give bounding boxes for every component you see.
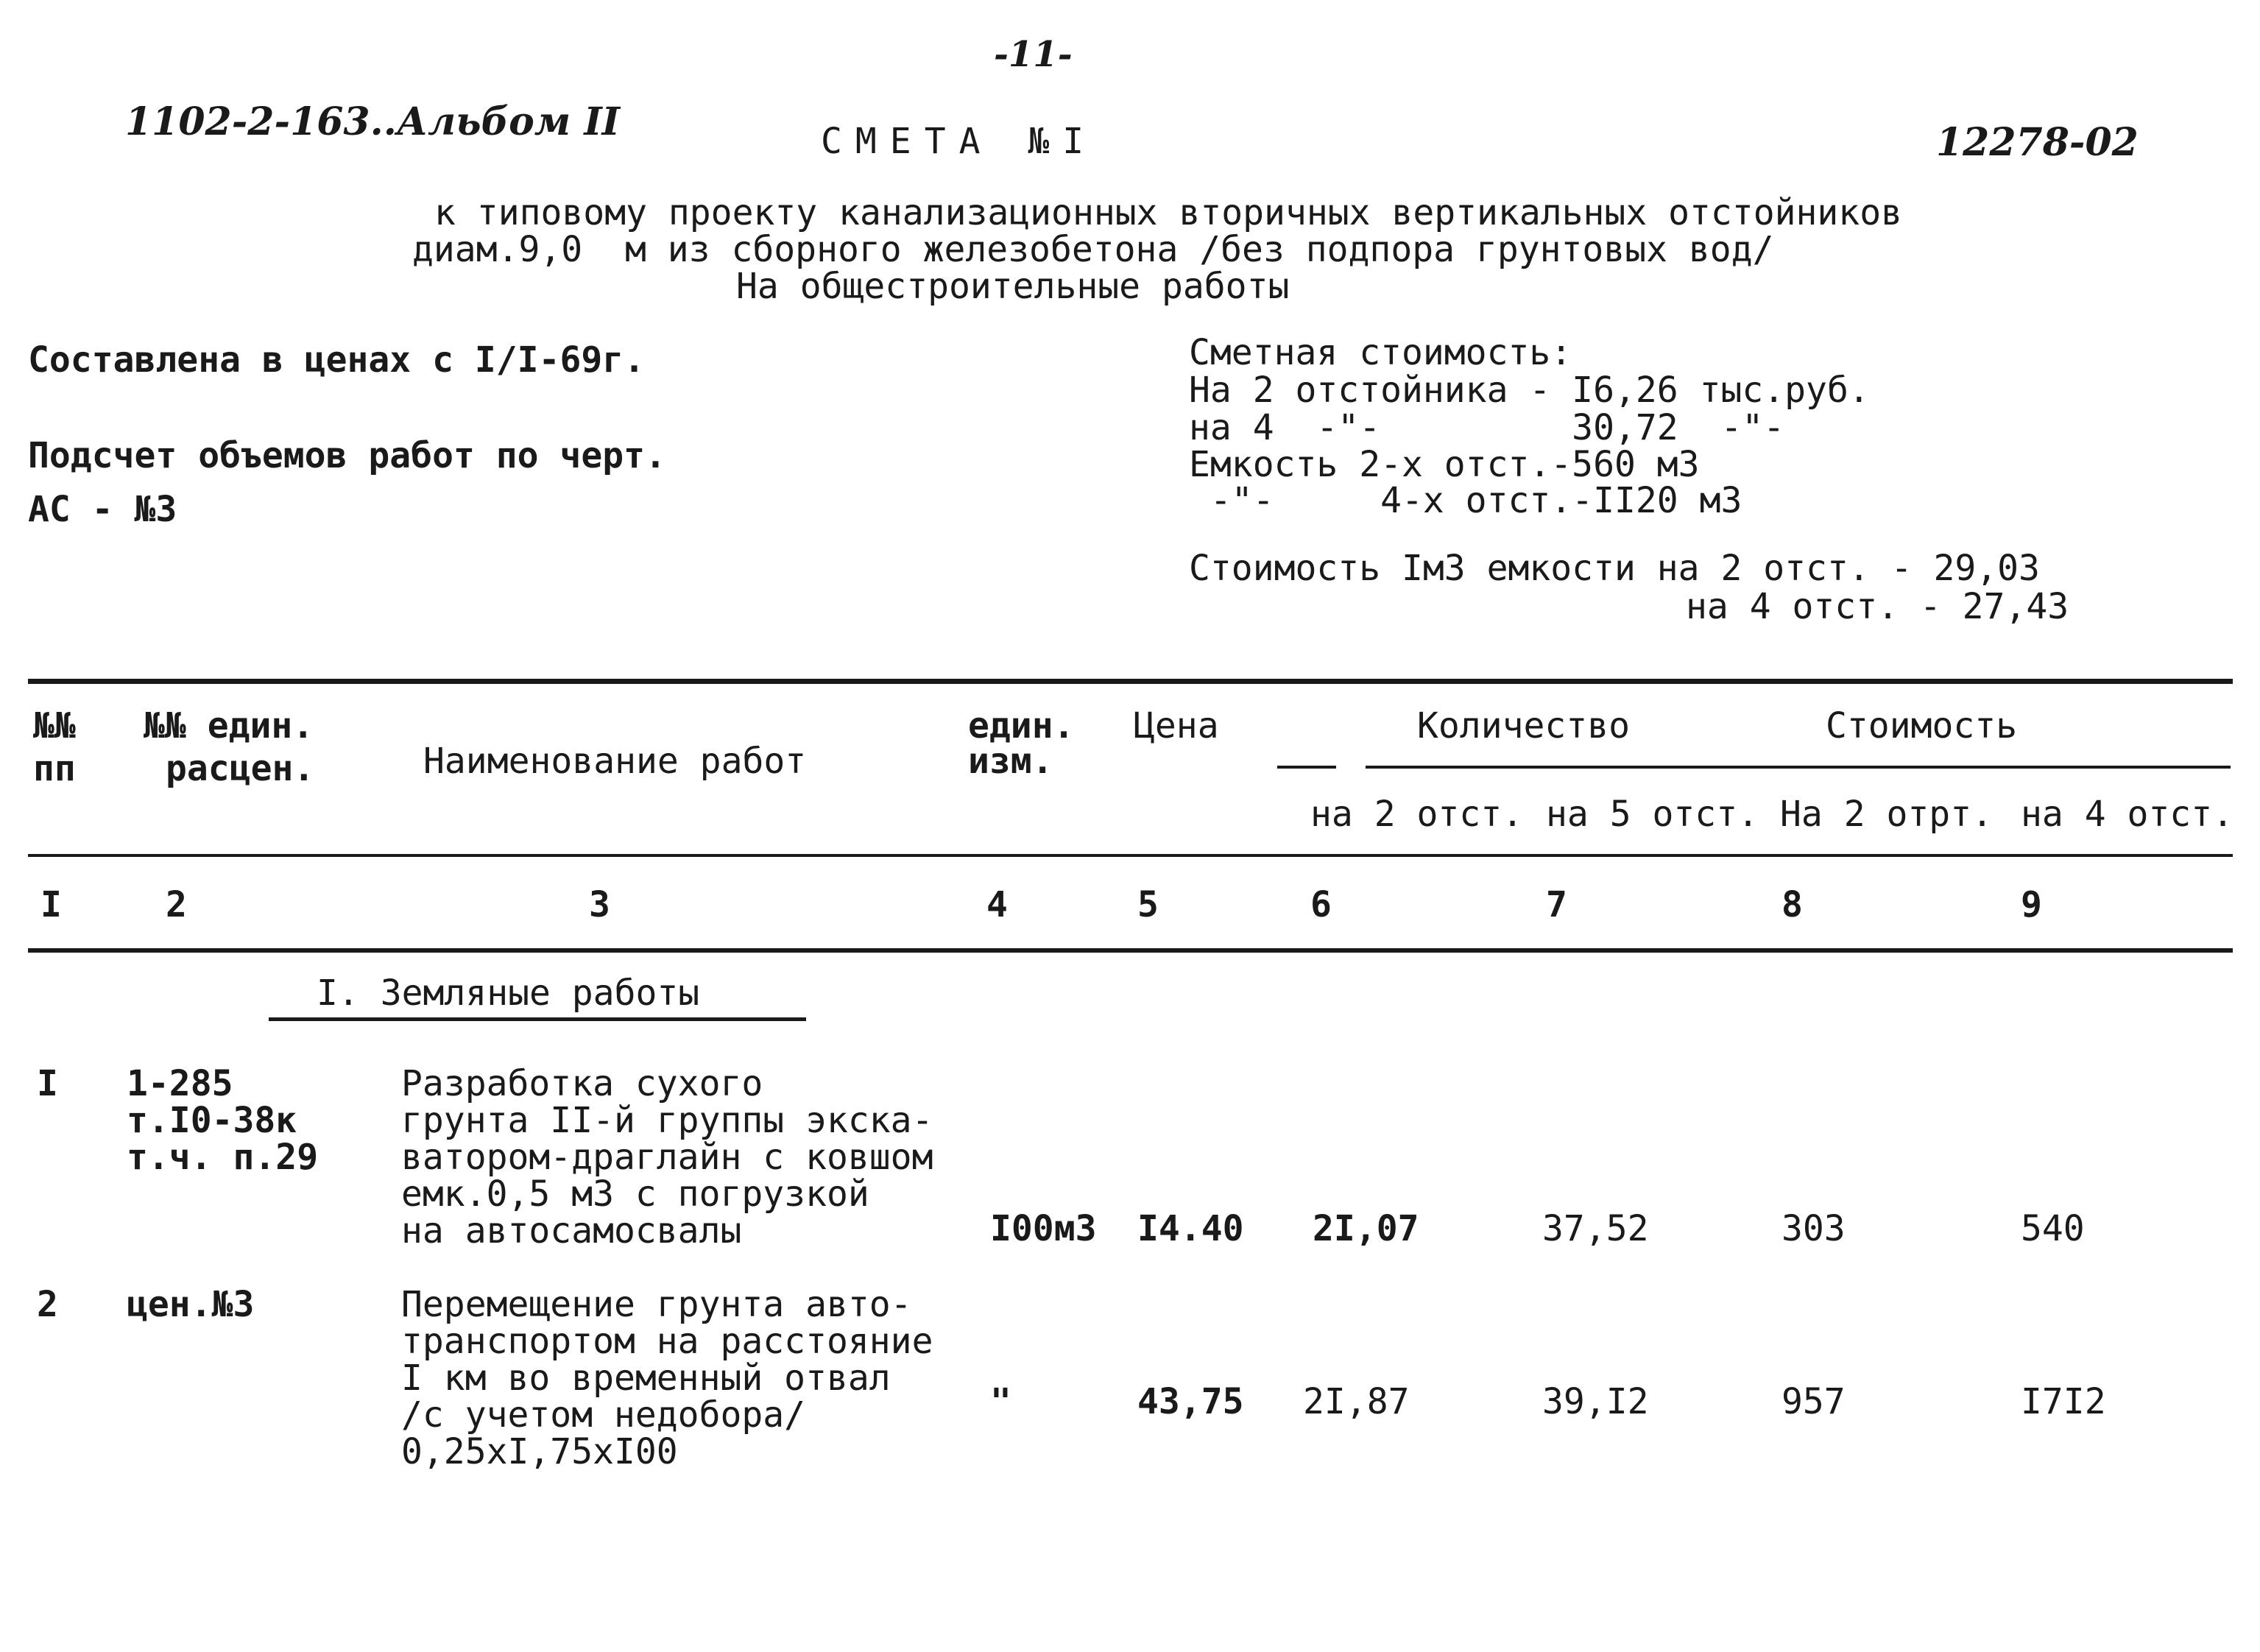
row-1-qty-2: 2I,07 [1313,1208,1419,1249]
capacity-4-tanks: -"- 4-х отст.-II20 м3 [1189,480,1742,521]
header-unit-line1: един. [968,705,1075,746]
row-2-name-line3: I км во временный отвал [401,1358,891,1399]
header-work-name: Наименование работ [423,741,807,782]
column-numbers-bottom-rule [28,948,2233,953]
column-number-3: 3 [589,884,610,925]
drawing-reference: АС - №3 [28,489,177,530]
row-2-unit-ditto: " [990,1381,1011,1422]
header-cost-4: на 4 отст. [2021,794,2233,835]
column-number-8: 8 [1781,884,1803,925]
row-1-qty-5: 37,52 [1542,1208,1649,1249]
row-2-qty-2: 2I,87 [1303,1381,1410,1422]
row-1-code-line3: т.ч. п.29 [127,1137,319,1178]
row-2-price: 43,75 [1137,1381,1244,1422]
cost-4-tanks: на 4 -"- 30,72 -"- [1189,407,1785,448]
unit-cost-2-tanks: Стоимость Iм3 емкости на 2 отст. - 29,03 [1189,548,2040,589]
header-unit-line2: изм. [968,741,1053,782]
subtitle-line-3: На общестроительные работы [736,266,1290,307]
row-1-cost-2: 303 [1781,1208,1846,1249]
subtitle-line-2: диам.9,0 м из сборного железобетона /без подпора грунтовых вод/ [412,229,1774,270]
row-1-name-line4: емк.0,5 м3 с погрузкой [401,1173,869,1215]
row-1-code-line2: т.I0-38к [127,1100,297,1141]
row-1-name-line2: грунта II-й группы экска- [401,1100,933,1141]
row-2-cost-2: 957 [1781,1381,1846,1422]
header-code-line2: расцен. [166,748,315,789]
subtitle-line-1: к типовому проекту канализационных вторичных вертикальных отстойников [434,192,1902,233]
row-1-name-line5: на автосамосвалы [401,1210,742,1252]
header-bottom-rule [28,854,2233,857]
volume-calc-note: Подсчет объемов работ по черт. [28,435,666,476]
row-1-code-line1: 1-285 [127,1063,233,1104]
column-number-9: 9 [2021,884,2042,925]
row-2-cost-4: I7I2 [2021,1381,2106,1422]
section-title-underline [269,1017,806,1021]
row-2-number: 2 [37,1284,58,1325]
row-2-qty-5: 39,I2 [1542,1381,1649,1422]
row-1-price: I4.40 [1137,1208,1244,1249]
row-2-name-line1: Перемещение грунта авто- [401,1284,912,1325]
header-num-line2: пп [33,748,76,789]
row-1-number: I [37,1063,58,1104]
column-number-4: 4 [986,884,1008,925]
header-qty-2: на 2 отст. [1310,794,1523,835]
header-cost-2: На 2 отрт. [1780,794,1993,835]
row-2-name-line4: /с учетом недобора/ [401,1394,806,1436]
capacity-2-tanks: Емкость 2-х отст.-560 м3 [1189,444,1700,485]
prices-basis: Составлена в ценах с I/I-69г. [28,339,646,381]
column-number-2: 2 [166,884,187,925]
row-1-unit: I00м3 [990,1208,1097,1249]
column-number-6: 6 [1310,884,1332,925]
row-1-cost-4: 540 [2021,1208,2085,1249]
header-code-line1: №№ един. [144,705,314,746]
header-num-line1: №№ [33,705,76,746]
table-top-rule [28,679,2233,684]
group-header-rule [1366,766,2231,769]
section-title: I. Земляные работы [317,973,700,1014]
page-number: -11- [994,34,1073,75]
unit-cost-4-tanks: на 4 отст. - 27,43 [1686,586,2069,627]
header-quantity-group: Количество [1417,705,1630,746]
header-qty-5: на 5 отст. [1546,794,1759,835]
album-reference: 1102-2-163..Альбом II [125,99,620,144]
column-number-1: I [40,884,62,925]
cost-2-tanks: На 2 отстойника - I6,26 тыс.руб. [1189,370,1870,411]
row-2-name-line2: транспортом на расстояние [401,1321,933,1362]
row-2-code: цен.№3 [127,1284,255,1325]
header-price: Цена [1134,705,1219,746]
row-2-name-line5: 0,25хI,75хI00 [401,1431,678,1472]
column-number-5: 5 [1137,884,1159,925]
row-1-name-line1: Разработка сухого [401,1063,763,1104]
estimated-cost-label: Сметная стоимость: [1189,332,1572,373]
row-1-name-line3: ватором-драглайн с ковшом [401,1137,933,1178]
document-code: 12278-02 [1936,120,2139,165]
header-cost-group: Стоимость [1826,705,2018,746]
qty-header-rule-left [1277,766,1336,769]
column-number-7: 7 [1546,884,1567,925]
document-title: СМЕТА №I [821,121,1098,162]
